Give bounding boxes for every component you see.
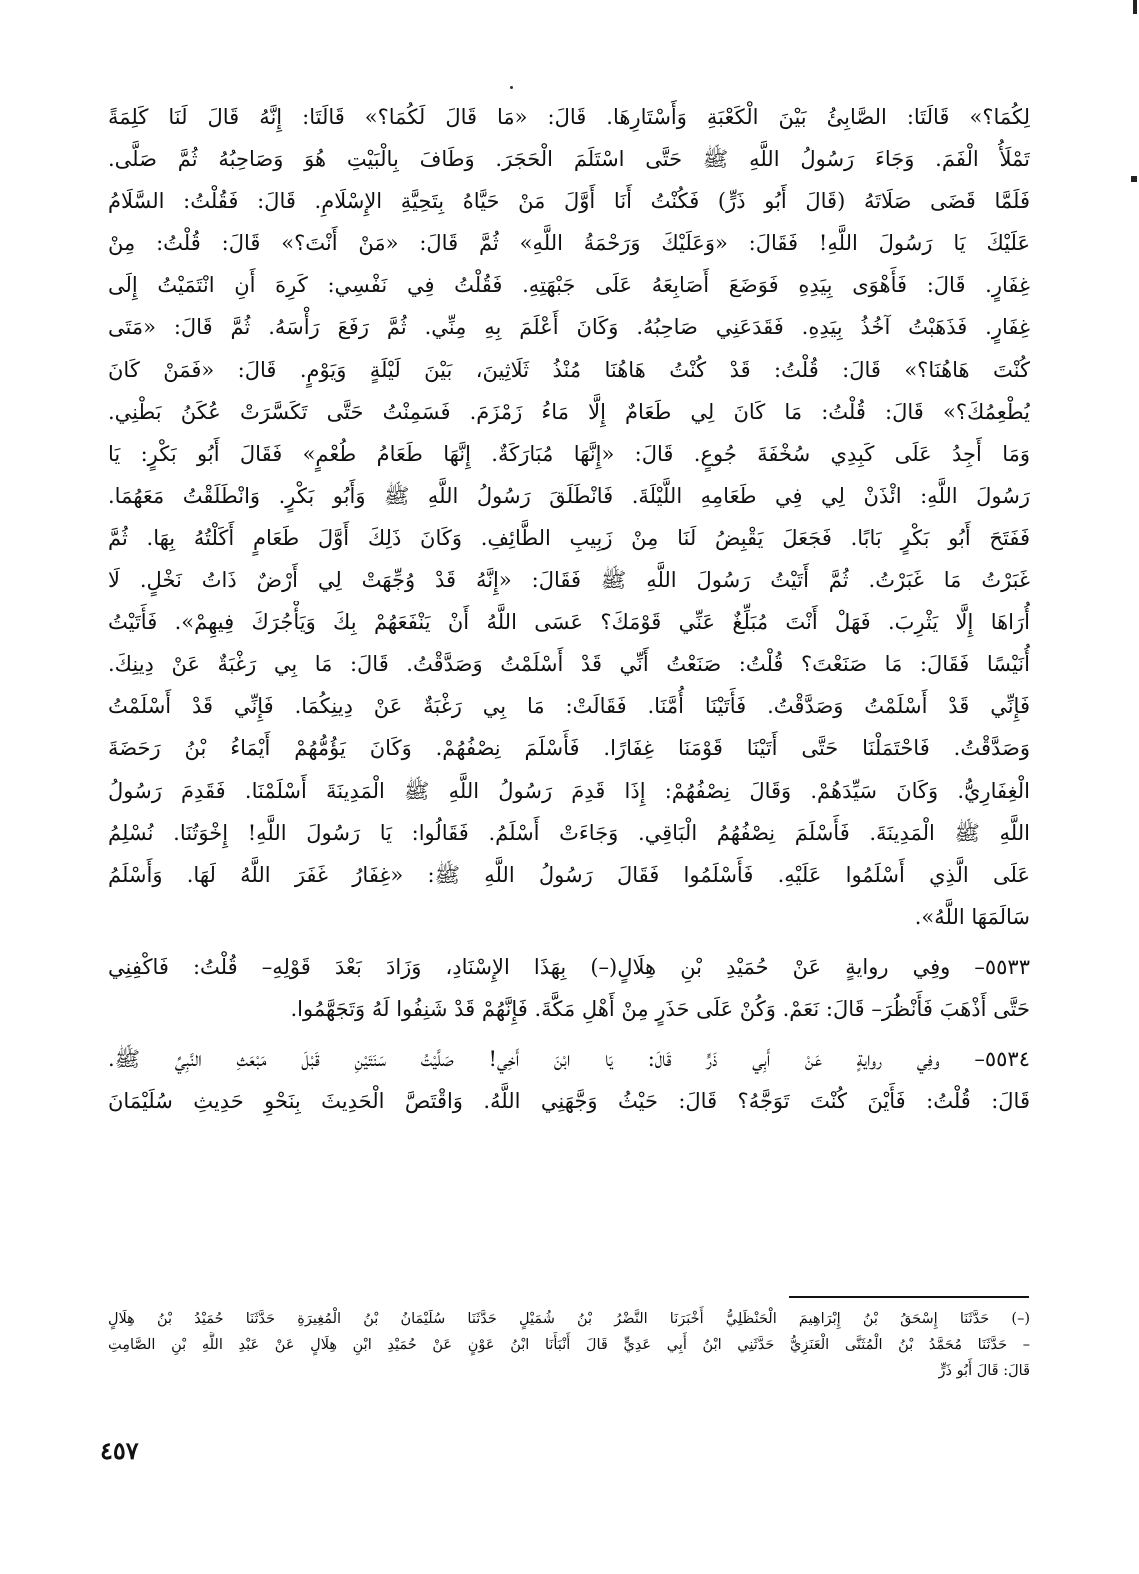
text-line: الْغِفَارِيُّ. وَكَانَ سَيِّدَهُمْ. وَقَالَ نِصْفُهُمْ: إِذَا قَدِمَ رَسُولُ اللَّهِ ﷺ الْمَدِينَةَ أَسْلَمْنَا. فَقَدِمَ رَسُولُ bbox=[108, 778, 1030, 803]
ink-dot bbox=[510, 86, 513, 89]
footnote-divider bbox=[789, 1296, 1029, 1298]
text-line: غِفَارٍ. فَذَهَبْتُ آخُذُ بِيَدِهِ. فَقَدَعَنِي صَاحِبُهُ. وَكَانَ أَعْلَمَ بِهِ مِنِّي. ثُمَّ رَفَعَ رَأْسَهُ. ثُمَّ قَالَ: «مَتَى bbox=[108, 315, 1030, 340]
paragraph-gap bbox=[108, 1030, 1030, 1038]
footnote-line: (–) حَدَّثَنَا إِسْحَقُ بْنُ إِبْرَاهِيمَ الْحَنْظَلِيُّ أَخْبَرَنَا النَّضْرُ بْنُ شُمَيْلٍ حَدَّثَنَا سُلَيْمَانُ بْنُ الْمُغِيرَةِ حَدَّثَنَا حُمَيْدُ بْنُ هِلَالٍ bbox=[108, 1311, 1030, 1327]
text-line: لِكُمَا؟» قَالَتَا: الصَّابِئُ بَيْنَ الْكَعْبَةِ وَأَسْتَارِهَا. قَالَ: «مَا قَالَ لَكُمَا؟» قَالَتَا: إِنَّهُ قَالَ لَنَا كَلِمَةً bbox=[108, 105, 1030, 129]
hadith-5534-line: ٥٥٣٤– وفِي روايةٍ عَنْ أَبِي ذَرٍّ قَالَ: يَا ابْنَ أَخِي! صَلَّيْتُ سَنَتَيْنِ قَبْلَ مَبْعَثِ النَّبِيِّ ﷺ. bbox=[108, 1047, 1030, 1072]
footnote-line: قَالَ: قَالَ أَبُو ذَرٍّ bbox=[938, 1363, 1030, 1379]
text-line: سَالَمَهَا اللَّهُ». bbox=[914, 904, 1030, 929]
text-line: غِفَارٍ. قَالَ: فَأَهْوَى بِيَدِهِ فَوَضَعَ أَصَابِعَهُ عَلَى جَبْهَتِهِ. فَقُلْتُ فِي نَفْسِي: كَرِهَ أَنِ انْتَمَيْتُ إِلَى bbox=[108, 273, 1030, 298]
text-line: فَفَتَحَ أَبُو بَكْرٍ بَابًا. فَجَعَلَ يَقْبِضُ لَنَا مِنْ زَبِيبِ الطَّائِفِ. وَكَانَ ذَلِكَ أَوَّلَ طَعَامٍ أَكَلْتُهُ بِهَا. ثُمَّ bbox=[108, 525, 1030, 550]
text-line: أُرَاهَا إِلَّا يَثْرِبَ. فَهَلْ أَنْتَ مُبَلِّغٌ عَنِّي قَوْمَكَ؟ عَسَى اللَّهُ أَنْ يَنْفَعَهُمْ بِكَ وَيَأْجُرَكَ فِيهِمْ». فَأَتَيْتُ bbox=[108, 610, 1030, 635]
main-text-block bbox=[108, 96, 1030, 1122]
text-line: فَلَمَّا قَضَى صَلَاتَهُ (قَالَ أَبُو ذَرٍّ) فَكُنْتُ أَنَا أَوَّلَ مَنْ حَيَّاهُ بِتَحِيَّةِ الإِسْلَامِ. قَالَ: فَقُلْتُ: السَّلَامُ bbox=[108, 189, 1030, 214]
text-line: كُنْتَ هَاهُنَا؟» قَالَ: قُلْتُ: قَدْ كُنْتُ هَاهُنَا مُنْذُ ثَلَاثِينَ، بَيْنَ لَيْلَةٍ وَيَوْمٍ. قَالَ: «فَمَنْ كَانَ bbox=[108, 357, 1030, 382]
text-line: يُطْعِمُكَ؟» قَالَ: قُلْتُ: مَا كَانَ لِي طَعَامٌ إِلَّا مَاءُ زَمْزَمَ. فَسَمِنْتُ حَتَّى تَكَسَّرَتْ عُكَنُ بَطْنِي. bbox=[108, 399, 1030, 424]
hadith-5533-line: حَتَّى أَذْهَبَ فَأَنْظُرَ– قَالَ: نَعَمْ. وَكُنْ عَلَى حَذَرٍ مِنْ أَهْلِ مَكَّةَ. فَإِنَّهُمْ قَدْ شَنِفُوا لَهُ وَتَجَهَّمُوا. bbox=[290, 996, 1030, 1021]
text-line: رَسُولَ اللَّهِ: ائْذَنْ لِي فِي طَعَامِهِ اللَّيْلَةَ. فَانْطَلَقَ رَسُولُ اللَّهِ ﷺ وَأَبُو بَكْرٍ. وَانْطَلَقْتُ مَعَهُمَا. bbox=[108, 483, 1030, 508]
text-line: اللَّهِ ﷺ الْمَدِينَةَ. فَأَسْلَمَ نِصْفُهُمُ الْبَاقِي. وَجَاءَتْ أَسْلَمُ. فَقَالُوا: يَا رَسُولَ اللَّهِ! إِخْوَتُنَا. نُسْلِمُ bbox=[108, 820, 1030, 845]
text-line: عَلَيْكَ يَا رَسُولَ اللَّهِ! فَقَالَ: «وَعَلَيْكَ وَرَحْمَةُ اللَّهِ» ثُمَّ قَالَ: «مَنْ أَنْتَ؟» قَالَ: قُلْتُ: مِنْ bbox=[108, 231, 1030, 256]
paragraph-gap bbox=[108, 938, 1030, 946]
page-edge-mark-top bbox=[1133, 0, 1137, 14]
hadith-5534-line: قَالَ: قُلْتُ: فَأَيْنَ كُنْتَ تَوَجَّهُ؟ قَالَ: حَيْثُ وَجَّهَنِي اللَّهُ. وَاقْتَصَّ الْحَدِيثَ بِنَحْوِ حَدِيثِ سُلَيْمَانَ bbox=[108, 1089, 1030, 1114]
text-line: غَبَرْتُ مَا غَبَرْتُ. ثُمَّ أَتَيْتُ رَسُولَ اللَّهِ ﷺ فَقَالَ: «إِنَّهُ قَدْ وُجِّهَتْ لِي أَرْضٌ ذَاتُ نَخْلٍ. لَا bbox=[108, 568, 1030, 593]
text-line: تَمْلَأُ الْفَمَ. وَجَاءَ رَسُولُ اللَّهِ ﷺ حَتَّى اسْتَلَمَ الْحَجَرَ. وَطَافَ بِالْبَيْتِ هُوَ وَصَاحِبُهُ ثُمَّ صَلَّى. bbox=[108, 147, 1030, 172]
text-line: وَصَدَّقْتُ. فَاحْتَمَلْنَا حَتَّى أَتَيْنَا قَوْمَنَا غِفَارًا. فَأَسْلَمَ نِصْفُهُمْ. وَكَانَ يَؤُمُّهُمْ أَيْمَاءُ بْنُ رَحَضَةَ bbox=[108, 736, 1030, 761]
page-number: ٤٥٧ bbox=[100, 1436, 139, 1465]
footnotes-block bbox=[108, 1306, 1030, 1384]
text-line: أُنَيْسًا فَقَالَ: مَا صَنَعْتَ؟ قُلْتُ: صَنَعْتُ أَنِّي قَدْ أَسْلَمْتُ وَصَدَّقْتُ. قَالَ: مَا بِي رَغْبَةٌ عَنْ دِينِكَ. bbox=[108, 652, 1030, 677]
footnote-line: – حَدَّثَنَا مُحَمَّدُ بْنُ الْمُثَنَّى الْعَنَزِيُّ حَدَّثَنِي ابْنُ أَبِي عَدِيٍّ قَالَ أَنْبَأَنَا ابْنُ عَوْنٍ عَنْ حُمَيْدِ ابْنِ هِلَالٍ عَنْ عَبْدِ اللَّهِ بْنِ الصَّامِتِ bbox=[108, 1337, 1030, 1353]
hadith-5533-line: ٥٥٣٣– وفِي روايةٍ عَنْ حُمَيْدِ بْنِ هِلَالٍ(–) بِهَذَا الإِسْنَادِ، وَزَادَ بَعْدَ قَوْلِهِ– قُلْتُ: فَاكْفِنِي bbox=[108, 954, 1030, 979]
text-line: وَمَا أَجِدُ عَلَى كَبِدِي سُخْفَةَ جُوعٍ. قَالَ: «إِنَّهَا مُبَارَكَةٌ. إِنَّهَا طَعَامُ طُعْمٍ» فَقَالَ أَبُو بَكْرٍ: يَا bbox=[108, 441, 1030, 466]
text-line: عَلَى الَّذِي أَسْلَمُوا عَلَيْهِ. فَأَسْلَمُوا فَقَالَ رَسُولُ اللَّهِ ﷺ: «غِفَارُ غَفَرَ اللَّهُ لَهَا. وَأَسْلَمُ bbox=[108, 862, 1030, 887]
text-line: فَإِنِّي قَدْ أَسْلَمْتُ وَصَدَّقْتُ. فَأَتَيْنَا أُمَّنَا. فَقَالَتْ: مَا بِي رَغْبَةٌ عَنْ دِينِكُمَا. فَإِنِّي قَدْ أَسْلَمْتُ bbox=[108, 694, 1030, 719]
page-edge-mark bbox=[1131, 176, 1137, 182]
